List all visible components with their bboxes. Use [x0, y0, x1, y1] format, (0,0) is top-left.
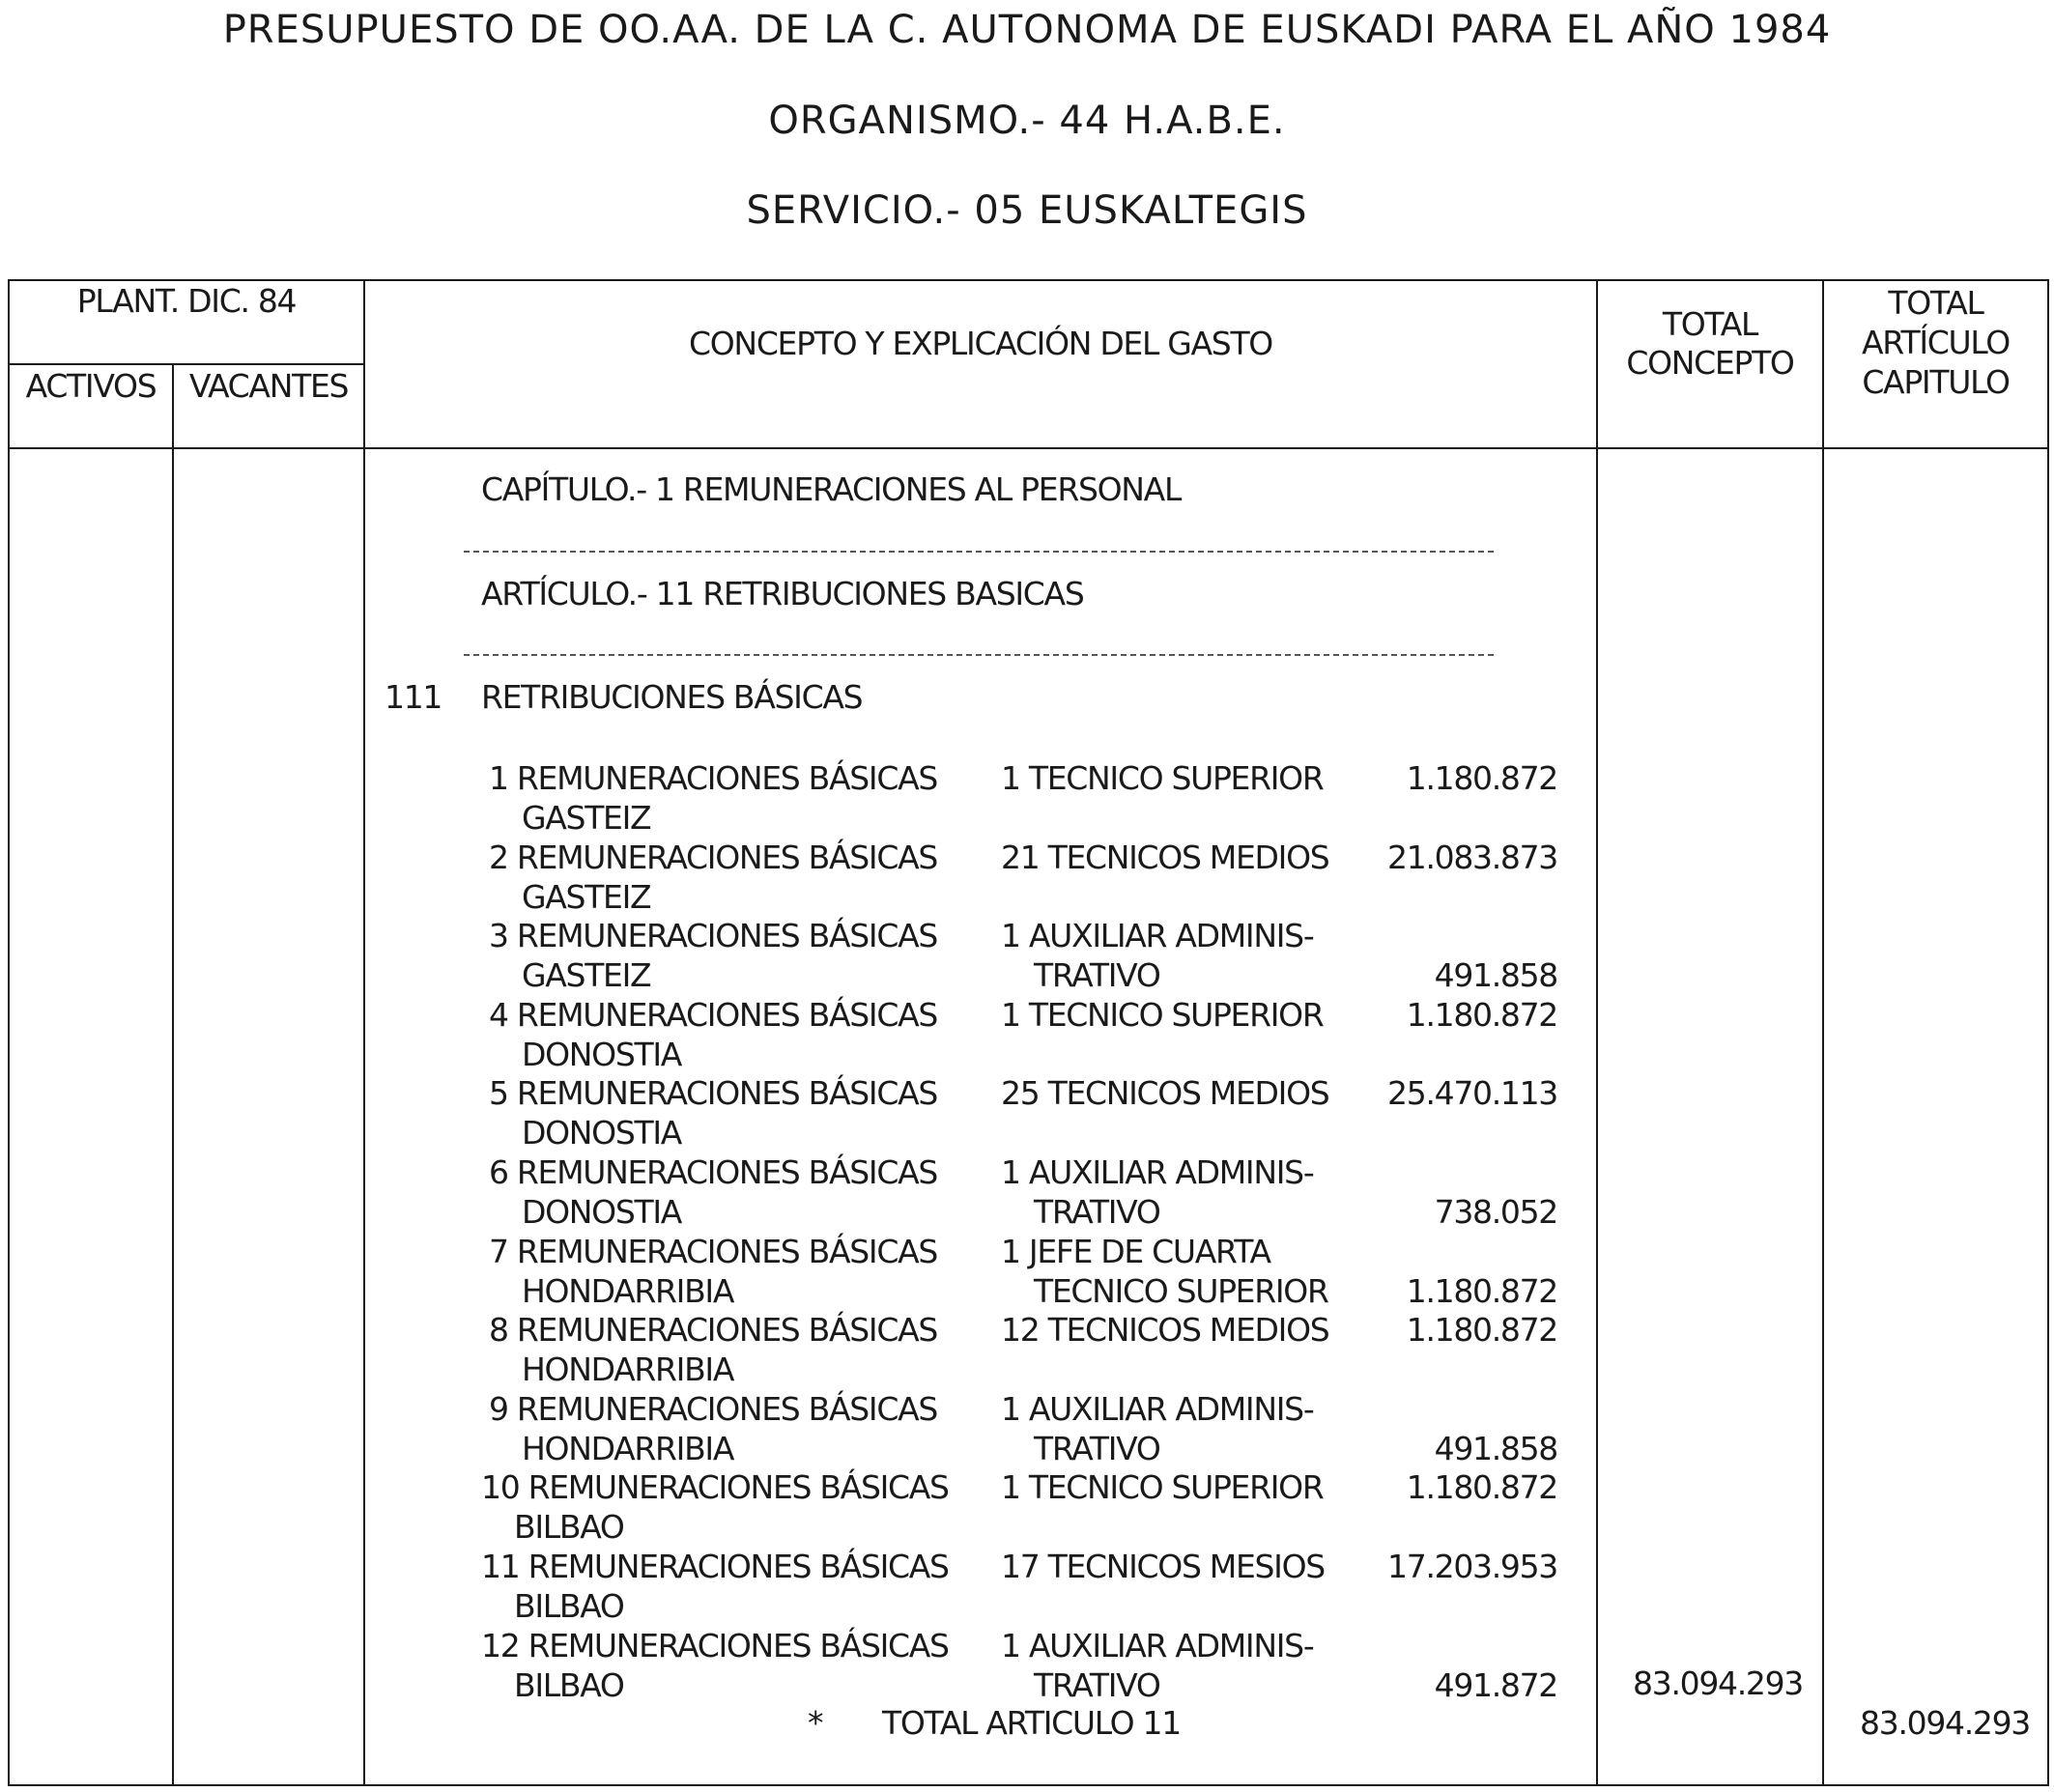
- line-item-description: [481, 1467, 984, 1547]
- table-top-border: [8, 279, 2049, 281]
- line-item-location: BILBAO: [514, 1587, 624, 1625]
- line-item-description: [489, 1152, 991, 1232]
- line-item-amount: 1.180.872: [1406, 1272, 1557, 1310]
- line-item-staff-line1: 12 TECNICOS MEDIOS: [1001, 1311, 1329, 1349]
- line-item-staff-line1: 1 AUXILIAR ADMINIS-: [1001, 1153, 1314, 1191]
- line-item-staff: [1001, 1626, 1329, 1705]
- line-item-description: [489, 1073, 991, 1152]
- line-item-staff-line2: TRATIVO: [1034, 1666, 1160, 1704]
- line-item-staff: [1001, 995, 1329, 1035]
- organism-title: ORGANISMO.- 44 H.A.B.E.: [768, 99, 1286, 143]
- line-item-description-line1: 7 REMUNERACIONES BÁSICAS: [489, 1233, 937, 1270]
- line-item-amount: 21.083.873: [1387, 839, 1557, 876]
- line-item-staff-line2: TECNICO SUPERIOR: [1034, 1272, 1328, 1310]
- service-title: SERVICIO.- 05 EUSKALTEGIS: [746, 188, 1308, 233]
- line-item: [0, 1389, 2054, 1468]
- line-item-staff-line1: 1 AUXILIAR ADMINIS-: [1001, 1627, 1314, 1664]
- line-item-amount: 1.180.872: [1406, 1311, 1557, 1349]
- line-item-description: [489, 1232, 991, 1311]
- line-item-description-line1: 3 REMUNERACIONES BÁSICAS: [489, 917, 937, 954]
- concept-name: RETRIBUCIONES BÁSICAS: [481, 678, 863, 716]
- line-item-location: DONOSTIA: [522, 1036, 682, 1073]
- activos-header: ACTIVOS: [25, 367, 157, 405]
- line-item-amount: 17.203.953: [1387, 1548, 1557, 1585]
- line-item: [0, 995, 2054, 1074]
- line-item-staff: [1001, 1310, 1329, 1350]
- line-item-description-line1: 5 REMUNERACIONES BÁSICAS: [489, 1074, 937, 1112]
- line-item-description-line1: 12 REMUNERACIONES BÁSICAS: [481, 1627, 949, 1664]
- line-item-staff-line1: 21 TECNICOS MEDIOS: [1001, 839, 1329, 876]
- line-item-amount: 491.858: [1434, 1430, 1557, 1467]
- line-item: [0, 1547, 2054, 1626]
- line-item-staff: [1001, 916, 1329, 995]
- line-item-description: [489, 916, 991, 995]
- line-item-staff-line1: 1 TECNICO SUPERIOR: [1001, 996, 1324, 1034]
- articulo-dashed-separator: [464, 654, 1494, 656]
- total-star-marker: *: [808, 1704, 823, 1742]
- line-item-description-line1: 11 REMUNERACIONES BÁSICAS: [481, 1548, 949, 1585]
- line-item: [0, 1232, 2054, 1311]
- line-item-staff: [1001, 1232, 1329, 1311]
- line-item-amount: 25.470.113: [1387, 1074, 1557, 1112]
- line-item-staff-line1: 1 AUXILIAR ADMINIS-: [1001, 917, 1314, 954]
- line-item: [0, 1310, 2054, 1389]
- line-item-staff-line1: 1 JEFE DE CUARTA: [1001, 1233, 1270, 1270]
- line-item-description: [489, 995, 991, 1074]
- total-articulo-header-line1: TOTAL: [1888, 284, 1983, 322]
- table-bottom-border: [8, 1784, 2049, 1786]
- line-item-staff: [1001, 838, 1329, 877]
- line-item: [0, 1467, 2054, 1547]
- articulo-heading: ARTÍCULO.- 11 RETRIBUCIONES BASICAS: [481, 575, 1084, 612]
- line-item: [0, 916, 2054, 995]
- line-item-staff-line2: TRATIVO: [1034, 956, 1160, 994]
- line-item-staff: [1001, 1547, 1329, 1586]
- line-item-description: [489, 1310, 991, 1389]
- total-concepto-header-line1: TOTAL: [1662, 305, 1758, 343]
- vacantes-header: VACANTES: [188, 367, 349, 405]
- line-item-description-line1: 2 REMUNERACIONES BÁSICAS: [489, 839, 937, 876]
- total-articulo-value: 83.094.293: [1860, 1704, 2030, 1742]
- total-articulo-label: TOTAL ARTICULO 11: [882, 1704, 1181, 1742]
- header-bottom-border: [8, 447, 2049, 449]
- line-item-description: [481, 1547, 984, 1626]
- concepto-header: CONCEPTO Y EXPLICACIÓN DEL GASTO: [689, 325, 1272, 362]
- line-item-staff-line2: TRATIVO: [1034, 1193, 1160, 1231]
- line-item: [0, 758, 2054, 838]
- line-item-amount: 738.052: [1434, 1193, 1557, 1231]
- line-item-location: HONDARRIBIA: [522, 1351, 734, 1388]
- line-item-staff: [1001, 1073, 1329, 1113]
- plant-header: PLANT. DIC. 84: [76, 282, 297, 320]
- line-item-location: HONDARRIBIA: [522, 1272, 734, 1310]
- line-item-staff-line1: 1 TECNICO SUPERIOR: [1001, 759, 1324, 797]
- line-item-amount: 1.180.872: [1406, 759, 1557, 797]
- line-item-amount: 491.872: [1434, 1666, 1557, 1704]
- total-articulo-header-line2: ARTÍCULO: [1862, 324, 2010, 361]
- line-item-description-line1: 1 REMUNERACIONES BÁSICAS: [489, 759, 937, 797]
- line-item-staff: [1001, 1467, 1329, 1507]
- line-item-staff: [1001, 758, 1329, 798]
- line-item-amount: 491.858: [1434, 956, 1557, 994]
- line-item-description-line1: 8 REMUNERACIONES BÁSICAS: [489, 1311, 937, 1349]
- line-item: [0, 1073, 2054, 1152]
- line-item-description: [489, 1389, 991, 1468]
- line-item-staff: [1001, 1152, 1329, 1232]
- line-item-description-line1: 6 REMUNERACIONES BÁSICAS: [489, 1153, 937, 1191]
- line-item-location: BILBAO: [514, 1508, 624, 1546]
- line-item-description-line1: 4 REMUNERACIONES BÁSICAS: [489, 996, 937, 1034]
- line-item-description: [489, 838, 991, 917]
- line-item-staff-line1: 1 AUXILIAR ADMINIS-: [1001, 1390, 1314, 1428]
- capitulo-dashed-separator: [464, 551, 1494, 553]
- document-title: PRESUPUESTO DE OO.AA. DE LA C. AUTONOMA DE EUSKADI PARA EL AÑO 1984: [222, 8, 1832, 52]
- line-item-description-line1: 9 REMUNERACIONES BÁSICAS: [489, 1390, 937, 1428]
- capitulo-heading: CAPÍTULO.- 1 REMUNERACIONES AL PERSONAL: [481, 470, 1182, 508]
- line-item: [0, 1152, 2054, 1232]
- line-item: [0, 838, 2054, 917]
- line-item-description-line1: 10 REMUNERACIONES BÁSICAS: [481, 1468, 949, 1506]
- line-item-location: GASTEIZ: [522, 956, 651, 994]
- line-item-location: BILBAO: [514, 1666, 624, 1704]
- concept-code: 111: [385, 678, 442, 716]
- line-item-location: HONDARRIBIA: [522, 1430, 734, 1467]
- line-item-location: DONOSTIA: [522, 1114, 682, 1152]
- total-concepto-header-line2: CONCEPTO: [1626, 344, 1794, 382]
- line-item-location: GASTEIZ: [522, 878, 651, 916]
- line-item-location: DONOSTIA: [522, 1193, 682, 1231]
- line-item-staff-line1: 25 TECNICOS MEDIOS: [1001, 1074, 1329, 1112]
- line-item-staff-line1: 17 TECNICOS MESIOS: [1001, 1548, 1325, 1585]
- line-item-staff: [1001, 1389, 1329, 1468]
- line-item-staff-line1: 1 TECNICO SUPERIOR: [1001, 1468, 1324, 1506]
- total-concepto-value: 83.094.293: [1633, 1664, 1803, 1702]
- line-item-description: [481, 1626, 984, 1705]
- line-item-amount: 1.180.872: [1406, 996, 1557, 1034]
- line-item-location: GASTEIZ: [522, 799, 651, 837]
- plant-subheader-divider: [8, 363, 364, 365]
- line-item-amount: 1.180.872: [1406, 1468, 1557, 1506]
- total-articulo-header-line3: CAPITULO: [1862, 363, 2010, 401]
- line-item-description: [489, 758, 991, 838]
- line-item-staff-line2: TRATIVO: [1034, 1430, 1160, 1467]
